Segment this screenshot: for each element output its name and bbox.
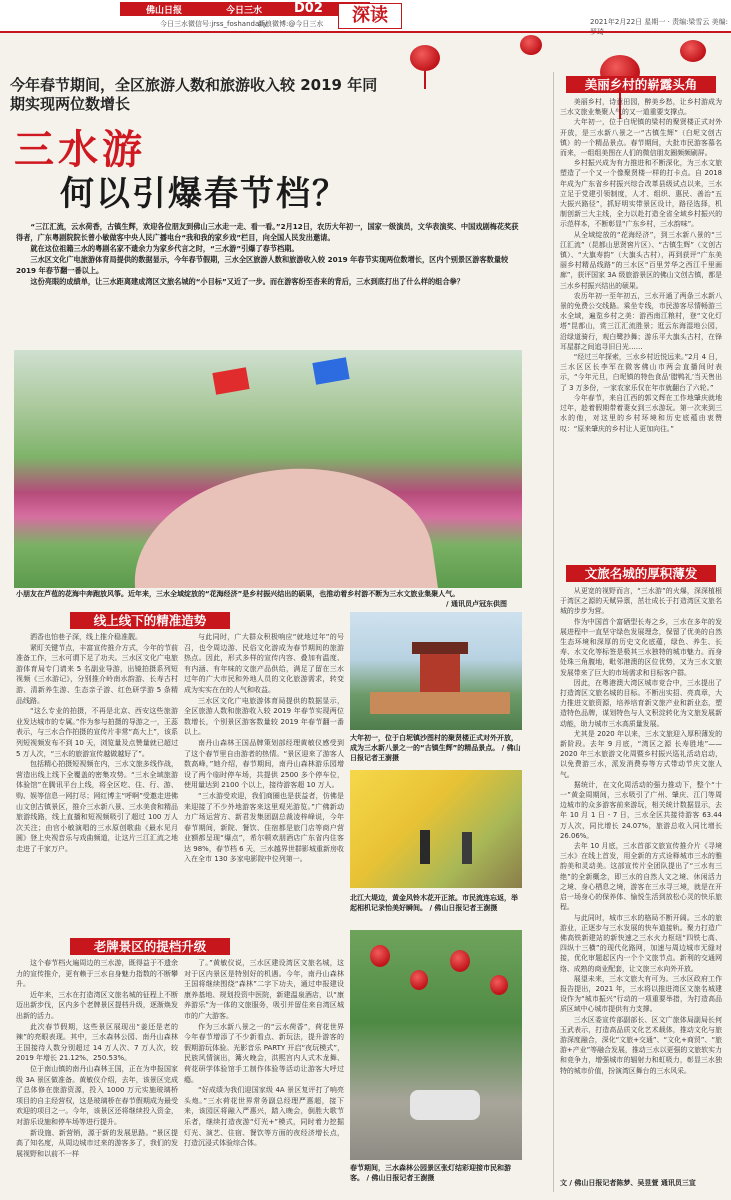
- tower-wall: [370, 692, 510, 714]
- lantern-icon: [370, 945, 390, 967]
- paragraph: 包括精心拍摄短视频在内，三水文旅多线作战，营造出线上线下全覆盖的密集攻势。“三水全域旅游体验馆”在腾讯平台上线，将全区吃、住、行、游、购、娱等信息一网打尽；网红博主“呼啊”受邀走进佛山文创古镇景区，推介三水新八景、三水美食和精品旅游线路，线上直播和短视频吸引了超过 100 万人次关注；由官小敏演唱的三水原创歌曲《最水见月圆》登上央视音乐与戏曲频道，让这片三江汇流之地走进了千家万户。: [16, 760, 178, 853]
- paragraph: 展望未来，三水文旅大有可为。三水区政府工作报告提出，2021 年，三水将以推进湾区文旅名城建设作为“城市振兴”行动的一项重要举措，为打造高品质区域中心城市提供有力支撑。: [560, 974, 722, 1014]
- flowers-photo-caption: [350, 893, 522, 913]
- tower-photo-caption: [350, 733, 522, 763]
- paragraph: 去年 10 月底，三水首部文旅宣传推介片《寻境三水》在线上首发，用全新的方式诠释城市三水的雅韵美和灵动美。这部宣传片全团队提出了“三水有三绝”的全新概念，即三水的自然人文之境、休闲活力之境、身心栖息之境，游客在三水寻三境，就是在开启一场身心的保养体、愉悦生活到放松心灵的快乐旅程。: [560, 842, 722, 912]
- headline-title-line2: 何以引爆春节档？: [60, 174, 348, 214]
- paragraph: 了。”黄敏仪说，三水区建设湾区文旅名城，这对于区内景区是特别好的机遇。今年，南丹山森林王国将继续围绕“森林”二字下功夫，通过申报建设康养基地、规划投资中医院，新建温泉酒店，以“康养游乐”为一体的文旅服务，吸引并留住来自湾区城市的广大游客。: [184, 959, 344, 1020]
- park-photo-caption: [350, 1163, 522, 1183]
- kite-icon: [212, 367, 249, 395]
- paragraph: 因此，在粤港澳大湾区城市竞合中，三水提出了打造湾区文旅名城的目标。不断出实招、亮真章，大力推进文旅资源，培养培育新文旅产业和新业态，塑造特色品牌，谋划特色与人文积淀转化为文旅发展新动能，助力城市三水高质量发展。: [560, 678, 722, 728]
- caption-text: 北江大堤边，黄金风铃木花开正浓。市民流连忘返，举起相机记录怡美好瞬间。: [350, 894, 518, 912]
- section-header-oldbrand: 老牌景区的提档升级: [70, 938, 230, 955]
- lantern-icon: [490, 975, 508, 995]
- article-byline: 文 / 佛山日报记者陈梦、吴昱萱 通讯员三宣: [560, 1179, 696, 1187]
- paragraph: 从更宽的视野而言，“三水游”的火爆，深深植根于湾区之源的天赋异禀，茁壮成长于打造湾区文旅名城的步步为营。: [560, 587, 722, 616]
- lantern-icon: [450, 950, 470, 972]
- main-photo-caption: [16, 589, 522, 609]
- city-column: [560, 586, 722, 1174]
- main-photo-flower-field: [14, 350, 522, 588]
- paragraph: 位于南山镇的南丹山森林王国，正在为申报国家级 3A 景区做准备。黄敏仪介绍，去年，该景区完成了总体修在旅游资源，投入 1000 万元实施玻璃桥项目的自主经营权，这是玻璃桥在春节假期成为最受欢迎的项目之一。今年，该景区还将继续投入资金，对游乐设施和停车场等进行提升。: [16, 1064, 178, 1126]
- caption-credit: / 通讯员卢冠东供图: [446, 600, 507, 608]
- weixin-account: 今日三水微信号:jrss_foshandaily: [160, 20, 268, 28]
- paragraph: 农历年初一至年初五，三水开通了两条三水新八景的免费公交线路。乘坐专线，市民游客尽情畅游三水全域，遍览乡村之美：游西南江粮村，登“文化灯塔”昆都山，赏三江汇流胜景；逛云东海湿地公园，沿绿道骑行，观白鹭抄舞；游乐平大旗头古村，在锋耳屋群之间追寻旧日光……: [560, 291, 722, 351]
- paragraph: 与此同时，城市三水的格局不断开阔。三水的旅游业，正逐步与三水发展的快车道接轨。聚力打造广佛高铁新建站的新快速之三水火力枢纽“四铁七高、四纵十三横”的现代化路网，加速与周边城市无缝对接，优化审题起区内一个个文旅节点。新利的交通网络、成熟的商业配套，让文旅三水向外开放。: [560, 913, 722, 973]
- lantern-icon: [410, 45, 440, 71]
- headline-title-line1: 三水游: [14, 127, 146, 173]
- caption-text: 小朋友在芦苞的花海中奔跑放风筝。近年来，三水全域绽放的“花海经济”是乡村振兴结出的硕果，也推动着乡村游不断为三水文旅业集聚人气。: [16, 590, 460, 598]
- paragraph: 这个春节档火遍周边的三水游，既得益于不遗余力的宣传推介，更有赖于三水自身魅力指数的不断攀升。: [16, 959, 178, 989]
- lead-paragraph: 就在这位祖籍三水的粤剧名家不遗余力为家乡代言之时，“三水游”引爆了春节档期。: [30, 244, 299, 253]
- tassel-icon: [424, 71, 426, 89]
- paragraph: 南丹山森林王国品牌策划部经理黄敏仪感受到了这个春节里自由游者的热情。“景区迎来了游客人数高峰，”她介绍，春节期间，南丹山森林游乐园增设了两个临时停车场，共提供 2500 多个停车位，使用量达到 2100 个以上，接待游客超 10 万人。: [184, 738, 344, 790]
- oldbrand-column-2: [184, 958, 344, 1194]
- paragraph: 作为中国首个富硒型长寿之乡，三水在多年的发展进程中一直坚守绿色发展理念，保留了优美的自然生态环境和深厚的历史文化底蕴，绿色、养生、长寿、水文化等标签是极其三水独特的城市魅力。而身处珠三角腹地，毗邻港澳的区位优势，又为三水文旅发展带来了巨大的市场需求和目标客户群。: [560, 617, 722, 677]
- paper-name: 佛山日报: [146, 6, 183, 16]
- online-column-2: [184, 632, 344, 932]
- paragraph: 美丽乡村，诗意田园，醉美乡愁，让乡村游成为三水文旅业集聚人气的又一道重要支撑点。: [560, 98, 722, 117]
- paragraph: 作为三水新八景之一的“云水荷香”，荷花世界今年春节增添了不少新看点、新玩法，提升游客的假期游玩体验。光影音乐 PARTY 开启“夜玩模式”，民族风情演出，篝火晚会，洪熙宫内人式木龙舞、荷花研学体验馆手工制作体验等活动让游客大呼过瘾。: [184, 1022, 344, 1084]
- paragraph: 乡村振兴成为有力推进和不断深化，为三水文旅塑造了一个又一个像聚贤楼一样的打卡点。自 2018 年成为广东省乡村振兴综合改革县级试点以来，三水立足于党建引领制度，人才、组织、惠民、善治“五大振兴路径”，抓好明实带景区设计，路径选择，机制创新三大主线，全力以赴打造全省全域乡村振兴的示范样本，不断彰显“广东乡村，三水韵味”。: [560, 159, 722, 229]
- tower-roof: [412, 642, 468, 654]
- section-label: 深读: [338, 3, 402, 29]
- paragraph: 洒香也怕巷子深，线上推介稳准靓。: [30, 633, 142, 641]
- caption-text: 大年初一，位于白坭镇沙图村的聚贤楼正式对外开放，成为三水新八景之一的“古镇生辉”的精品景点。: [350, 734, 518, 752]
- paragraph: 三水区文化广电旅游体育局提供的数据显示，全区旅游人数和旅游收入较 2019 年春节实现两位数增长，个别景区游客数量较 2019 年春节翻一番以上。: [184, 696, 344, 737]
- flowers-photo: [350, 770, 522, 888]
- caption-credit: / 佛山日报记者王澍摄: [429, 904, 498, 912]
- masthead-rule: [0, 31, 731, 33]
- paragraph: 尤其是 2020 年以来，三水文旅迎入厚积薄发的新阶段。去年 9 月底，“湾区之源 长寿胜地”——2020 年三水旅游文化周暨乡村振兴巡礼活动启动，以免费游三水，派发消费券等方式带动节庆文旅人气。: [560, 729, 722, 779]
- paragraph: 近年来，三水在打造湾区文旅名城的征程上不断迈出新步伐，区内多个老牌景区提档升级，逐渐焕发出新的活力。: [16, 990, 178, 1020]
- paragraph: 与此同时，广大群众积极响应“就地过年”的号召，也令周边游、民俗文化游成为春节期间的旅游热点。因此，形式多样的宣传内容、叠加有温度、有内涵、有年味的文旅产品供给，满足了留在三水过年的广大市民和外地人员的文化旅游需求，转变成为实实在在的人气和收益。: [184, 633, 344, 694]
- online-column-1: [16, 632, 178, 932]
- lead-paragraph: 这份亮眼的成绩单，让三水距离建成湾区文旅名城的“小目标”又近了一步。而在游客纷至沓来的背后，三水到底打出了什么样的组合拳？: [30, 277, 464, 286]
- paragraph: “好成绩为我们迎国家级 4A 景区复评打了响亮头炮。”三水荷花世界常务副总经理严惠超，接下来，该园区将融入严惠兴，踏入晚会，倒胜大歌节乐者，继续打造夜游“灯光+”模式，同时着力挖掘灯光、演艺、住宿、餐饮等方面的夜经济增长点，打造沉浸式体验综合体。: [184, 1086, 344, 1148]
- person-figure: [462, 832, 472, 864]
- caption-text: 春节期间，三水森林公园景区张灯结彩迎接市民和游客。: [350, 1164, 511, 1182]
- paragraph: 今年春节，来自江西的郭文辉在工作地肇庆就地过年，趁着假期带着妻女到三水游玩。第一次来到三水的他，对这里的乡村环境和历史底蕴由衷赞叹：“原来肇庆的乡村让人更加向往。”: [560, 393, 722, 433]
- paragraph: 紧盯关键节点，丰富宣传推介方式，今年的节前准备工作，三水可谓下足了功夫。三水区文化广电旅游体育局专门请来 5 名副业导游，出镜拍摄系列短视频《三水游记》，分别推介岭南水韵游、长寿古村游、清新养生游、生态亲子游、红色研学游 5 条精品线路。: [16, 643, 178, 705]
- paragraph: 从全域绽放的“花海经济”，到三水新八景的“三江汇流”（昆都山思贤窖片区）、“古镇生辉”（文创古镇）、“大旗寿韵”（大旗头古村），再到获评“广东美丽乡村精品线路”的三水区“百里芳华之西江千里画廊”，获评国家 3A 级旅游景区的佛山文创古镇，都是三水乡村振兴结出的硕果。: [560, 230, 722, 290]
- paragraph: “这么专业的拍摄，不再是北京、西安这些旅游业发达城市的专属。”作为参与拍摄的导游之一，王蕊表示，与三水合作拍摄的宣传片非常“高大上”，该系列短视频发布不到 10 天，浏览量及点赞量就已超过 5 万人次，“三水的旅游宣传越做越好了”。: [16, 707, 178, 758]
- paragraph: 三水区委宣传部副部长、区文广旅体局副局长何玉武表示，打造高品质文化艺术载体，推动文化与旅游深度融合，深化“文旅+交通”、“文化+商贸”、“旅游+产业”等融合发展，推动三水以更强的文旅软实力和竞争力，增强城市的辐射力和虹吸力，彰显三水独特的城市价值，扮演湾区舞台的三水风采。: [560, 1015, 722, 1075]
- paragraph: 新设施、新营销，源于新的发展思路。“景区提高了知名度，从周边城市过来的游客多了，我们的发展视野和以前不一样: [16, 1128, 178, 1158]
- lantern-icon: [680, 40, 706, 62]
- paragraph: 据统计，在文化周活动的强力推动下，整个“十一”黄金周期间，三水吸引了广州、肇庆、江门等周边城市的众多游客前来游玩，相关统计数据显示，去年 10 月 1 日 - 7 日，三水全区共接待游客 63.44 万人次，同比增长 24.07%，旅游总收入同比增长 26.06%。: [560, 780, 722, 840]
- garden-path: [122, 450, 447, 588]
- lead-paragraph: 三水区文化广电旅游体育局提供的数据显示，今年春节假期，三水全区旅游人数和旅游收入较 2019 年春节实现两位数增长，区内个别景区游客数量较 2019 年春节翻一番以上。: [16, 255, 509, 275]
- caption-credit: / 佛山日报记者王澍摄: [350, 744, 521, 762]
- lead-paragraphs: [16, 221, 522, 287]
- lead-paragraph: “三江汇流，云水荷香，古镇生辉，欢迎各位朋友到佛山三水走一走、看一看。”2月12日，农历大年初一，国家一级演员，文华表演奖、中国戏剧梅花奖获得者，广东粤剧院院长曾小敏做客中央人民广播电台“我和我的家乡戏”栏目，向全国人民发出邀请。: [16, 222, 519, 242]
- section-header-online: 线上线下的精准造势: [70, 612, 230, 629]
- person-figure: [420, 830, 430, 864]
- rural-column: [560, 97, 722, 557]
- paragraph: “经过三年探索，三水乡村近悦远来。”2月 4 日，三水区区长李军在微客佛山市两会直播间时表示，“今年元旦，白坭镇的特色食品‘腊鸭礼’当天售出了 3 万多份，一家农家乐仅在年市就翻台了六轮。”: [560, 353, 722, 392]
- section-header-city: 文旅名城的厚积薄发: [566, 565, 716, 582]
- paragraph: “三水游受欢迎，我们商圈也是获益者，仿佛是来迎接了不少外地游客来这里观光游览。”广佛新动力广场运营方、新君发集团副总裁凌梓峰说，今年春节期间，新院、餐饮、住宿都是旅门店等商户营业额都呈现“爆点”，希尔顿欢朋酒店广东省内住客达 98%，春节档 6 天，三水越界世群影城重新房收入在全市 130 多家电影院中位列第一。: [184, 791, 344, 864]
- car-shape: [410, 1090, 480, 1120]
- weibo-account: 新浪微博:@今日三水: [258, 20, 324, 28]
- lantern-icon: [520, 35, 542, 55]
- paragraph: 大年初一，位于白坭镇的梁村的聚贤楼正式对外开放，是三水新八景之一“古镇生辉”（白坭文创古镇）的一个精品景点。春节期间，大批市民游客慕名而来，一组组美图在人们的微信朋友圈频频刷屏。: [560, 118, 722, 158]
- caption-credit: / 佛山日报记者王澍摄: [366, 1174, 435, 1182]
- edition-name: 今日三水: [226, 6, 263, 16]
- park-photo: [350, 930, 522, 1160]
- lantern-icon: [410, 970, 428, 990]
- page-number: D02: [294, 1, 323, 16]
- issue-date: 2021年2月22日 星期一 · 责编:梁雪云 美编:: [590, 18, 729, 26]
- section-header-rural: 美丽乡村的崭露头角: [566, 76, 716, 93]
- masthead: [0, 0, 731, 32]
- column-divider: [553, 72, 554, 1192]
- paragraph: 此次春节假期，这些景区展现出“姜还是老的辣”的亮眼表现。其中，三水森林公园、南丹山森林王国接待人数分别超过 14 万人次、7 万人次，较 2019 年增长 21.12%、250.53%。: [16, 1022, 178, 1063]
- headline-subhead: 今年春节期间，全区旅游人数和旅游收入较 2019 年同期实现两位数增长: [10, 76, 378, 113]
- tower-photo: [350, 612, 522, 730]
- kite-icon: [312, 357, 349, 385]
- oldbrand-column-1: [16, 958, 178, 1194]
